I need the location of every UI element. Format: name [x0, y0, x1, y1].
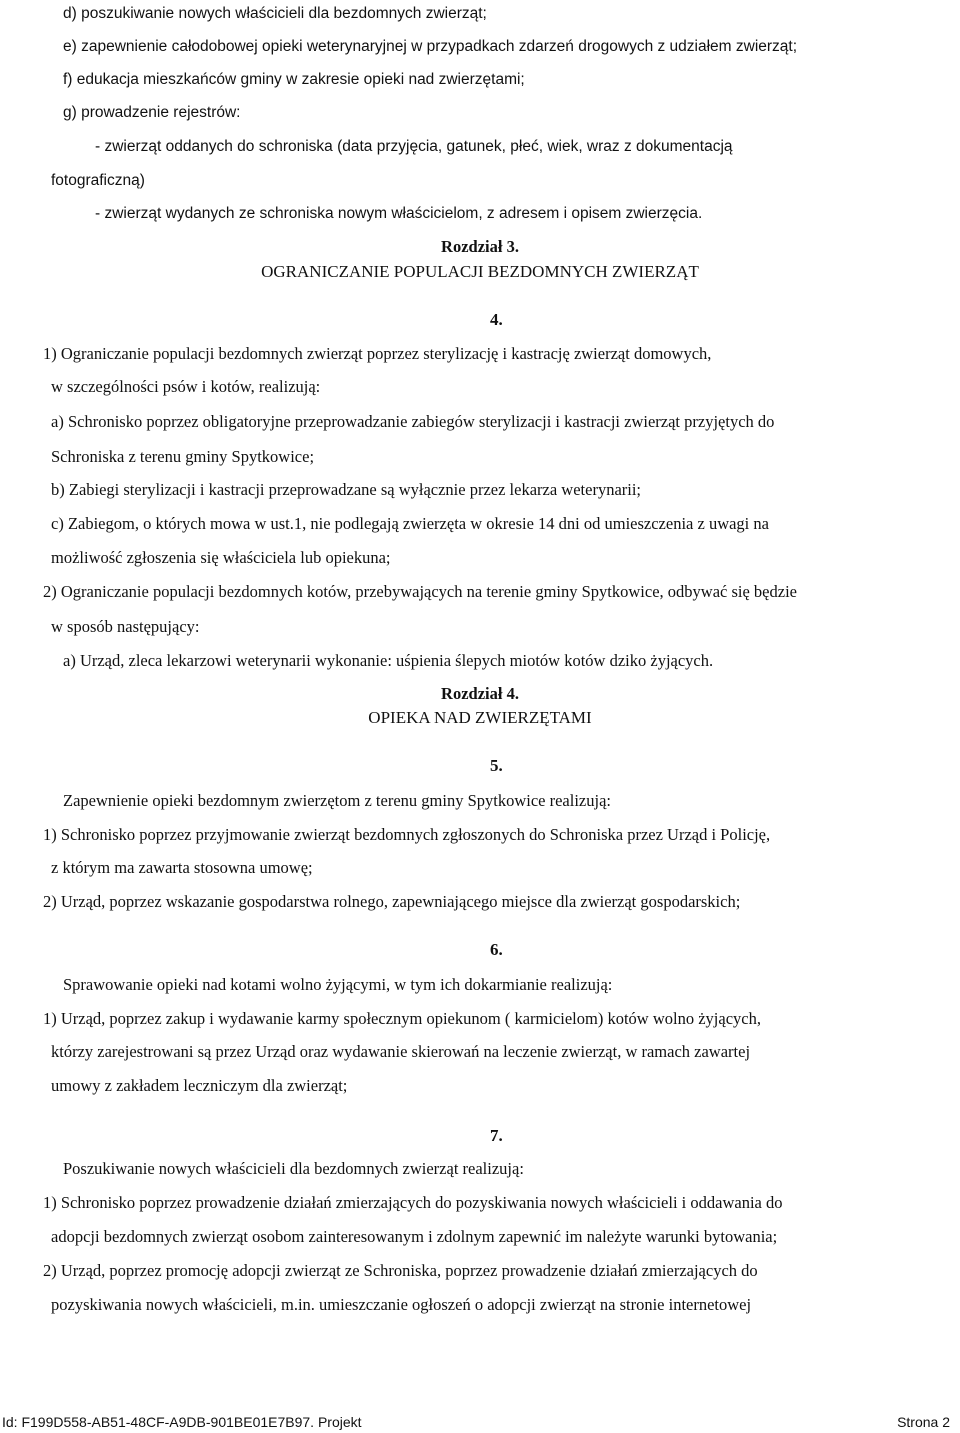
section-6-number: 6.	[490, 940, 503, 959]
list-item-e: e) zapewnienie całodobowej opieki weterynaryjnej w przypadkach zdarzeń drogowych z udziałem zwierząt;	[63, 38, 798, 55]
s5-line-1: Zapewnienie opieki bezdomnym zwierzętom z terenu gminy Spytkowice realizują:	[63, 791, 611, 810]
section-7-number: 7.	[490, 1126, 503, 1145]
register-item-2: - zwierząt wydanych ze schroniska nowym właścicielom, z adresem i opisem zwierzęcia.	[95, 205, 703, 222]
s7-line-5: pozyskiwania nowych właścicieli, m.in. umieszczanie ogłoszeń o adopcji zwierząt na stronie internetowej	[51, 1295, 752, 1314]
s6-line-2: 1) Urząd, poprzez zakup i wydawanie karmy społecznym opiekunom ( karmicielom) kotów wolno żyjących,	[43, 1009, 761, 1028]
s5-line-2: 1) Schronisko poprzez przyjmowanie zwierząt bezdomnych zgłoszonych do Schroniska przez Urząd i Policję,	[43, 825, 771, 844]
list-item-d: d) poszukiwanie nowych właścicieli dla bezdomnych zwierząt;	[63, 5, 487, 22]
s4-line-2: w szczególności psów i kotów, realizują:	[51, 377, 321, 396]
list-item-g: g) prowadzenie rejestrów:	[63, 104, 241, 121]
register-item-1: - zwierząt oddanych do schroniska (data przyjęcia, gatunek, płeć, wiek, wraz z dokumentacją	[95, 138, 733, 155]
chapter-4-title: OPIEKA NAD ZWIERZĘTAMI	[368, 708, 592, 727]
document-id: Id: F199D558-AB51-48CF-A9DB-901BE01E7B97. Projekt	[2, 1414, 362, 1430]
section-5-number: 5.	[490, 756, 503, 775]
s4-line-8: 2) Ograniczanie populacji bezdomnych kotów, przebywających na terenie gminy Spytkowice, odbywać się będzie	[43, 582, 797, 601]
chapter-4-heading: Rozdział 4.	[441, 684, 519, 703]
s6-line-4: umowy z zakładem leczniczym dla zwierząt;	[51, 1076, 348, 1095]
s6-line-3: którzy zarejestrowani są przez Urząd oraz wydawanie skierowań na leczenie zwierząt, w ramach zawartej	[51, 1042, 751, 1061]
chapter-3-title: OGRANICZANIE POPULACJI BEZDOMNYCH ZWIERZĄT	[261, 262, 699, 281]
register-item-1-cont: fotograficzną)	[51, 172, 145, 189]
s7-line-3: adopcji bezdomnych zwierząt osobom zainteresowanym i zdolnym zapewnić im należyte warunki bytowania;	[51, 1227, 778, 1246]
s4-line-10: a) Urząd, zleca lekarzowi weterynarii wykonanie: uśpienia ślepych miotów kotów dziko żyjących.	[63, 651, 714, 670]
s4-line-7: możliwość zgłoszenia się właściciela lub opiekuna;	[51, 548, 391, 567]
s6-line-1: Sprawowanie opieki nad kotami wolno żyjącymi, w tym ich dokarmianie realizują:	[63, 975, 613, 994]
s7-line-1: Poszukiwanie nowych właścicieli dla bezdomnych zwierząt realizują:	[63, 1159, 524, 1178]
s4-line-1: 1) Ograniczanie populacji bezdomnych zwierząt poprzez sterylizację i kastrację zwierząt domowych,	[43, 344, 712, 363]
s4-line-5: b) Zabiegi sterylizacji i kastracji przeprowadzane są wyłącznie przez lekarza weterynarii;	[51, 480, 642, 499]
s5-line-4: 2) Urząd, poprzez wskazanie gospodarstwa rolnego, zapewniającego miejsce dla zwierząt gospodarskich;	[43, 892, 741, 911]
page-number: Strona 2	[897, 1414, 950, 1430]
s7-line-2: 1) Schronisko poprzez prowadzenie działań zmierzających do pozyskiwania nowych właścicieli i oddawania do	[43, 1193, 783, 1212]
chapter-3-heading: Rozdział 3.	[441, 237, 519, 256]
s7-line-4: 2) Urząd, poprzez promocję adopcji zwierząt ze Schroniska, poprzez prowadzenie działań zmierzających do	[43, 1261, 758, 1280]
section-4-number: 4.	[490, 310, 503, 329]
s4-line-3: a) Schronisko poprzez obligatoryjne przeprowadzanie zabiegów sterylizacji i kastracji zwierząt przyjętych do	[51, 412, 775, 431]
s4-line-6: c) Zabiegom, o których mowa w ust.1, nie podlegają zwierzęta w okresie 14 dni od umieszczenia z uwagi na	[51, 514, 769, 533]
s4-line-9: w sposób następujący:	[51, 617, 200, 636]
s4-line-4: Schroniska z terenu gminy Spytkowice;	[51, 447, 315, 466]
s5-line-3: z którym ma zawarta stosowna umowę;	[51, 858, 313, 877]
list-item-f: f) edukacja mieszkańców gminy w zakresie opieki nad zwierzętami;	[63, 71, 525, 88]
